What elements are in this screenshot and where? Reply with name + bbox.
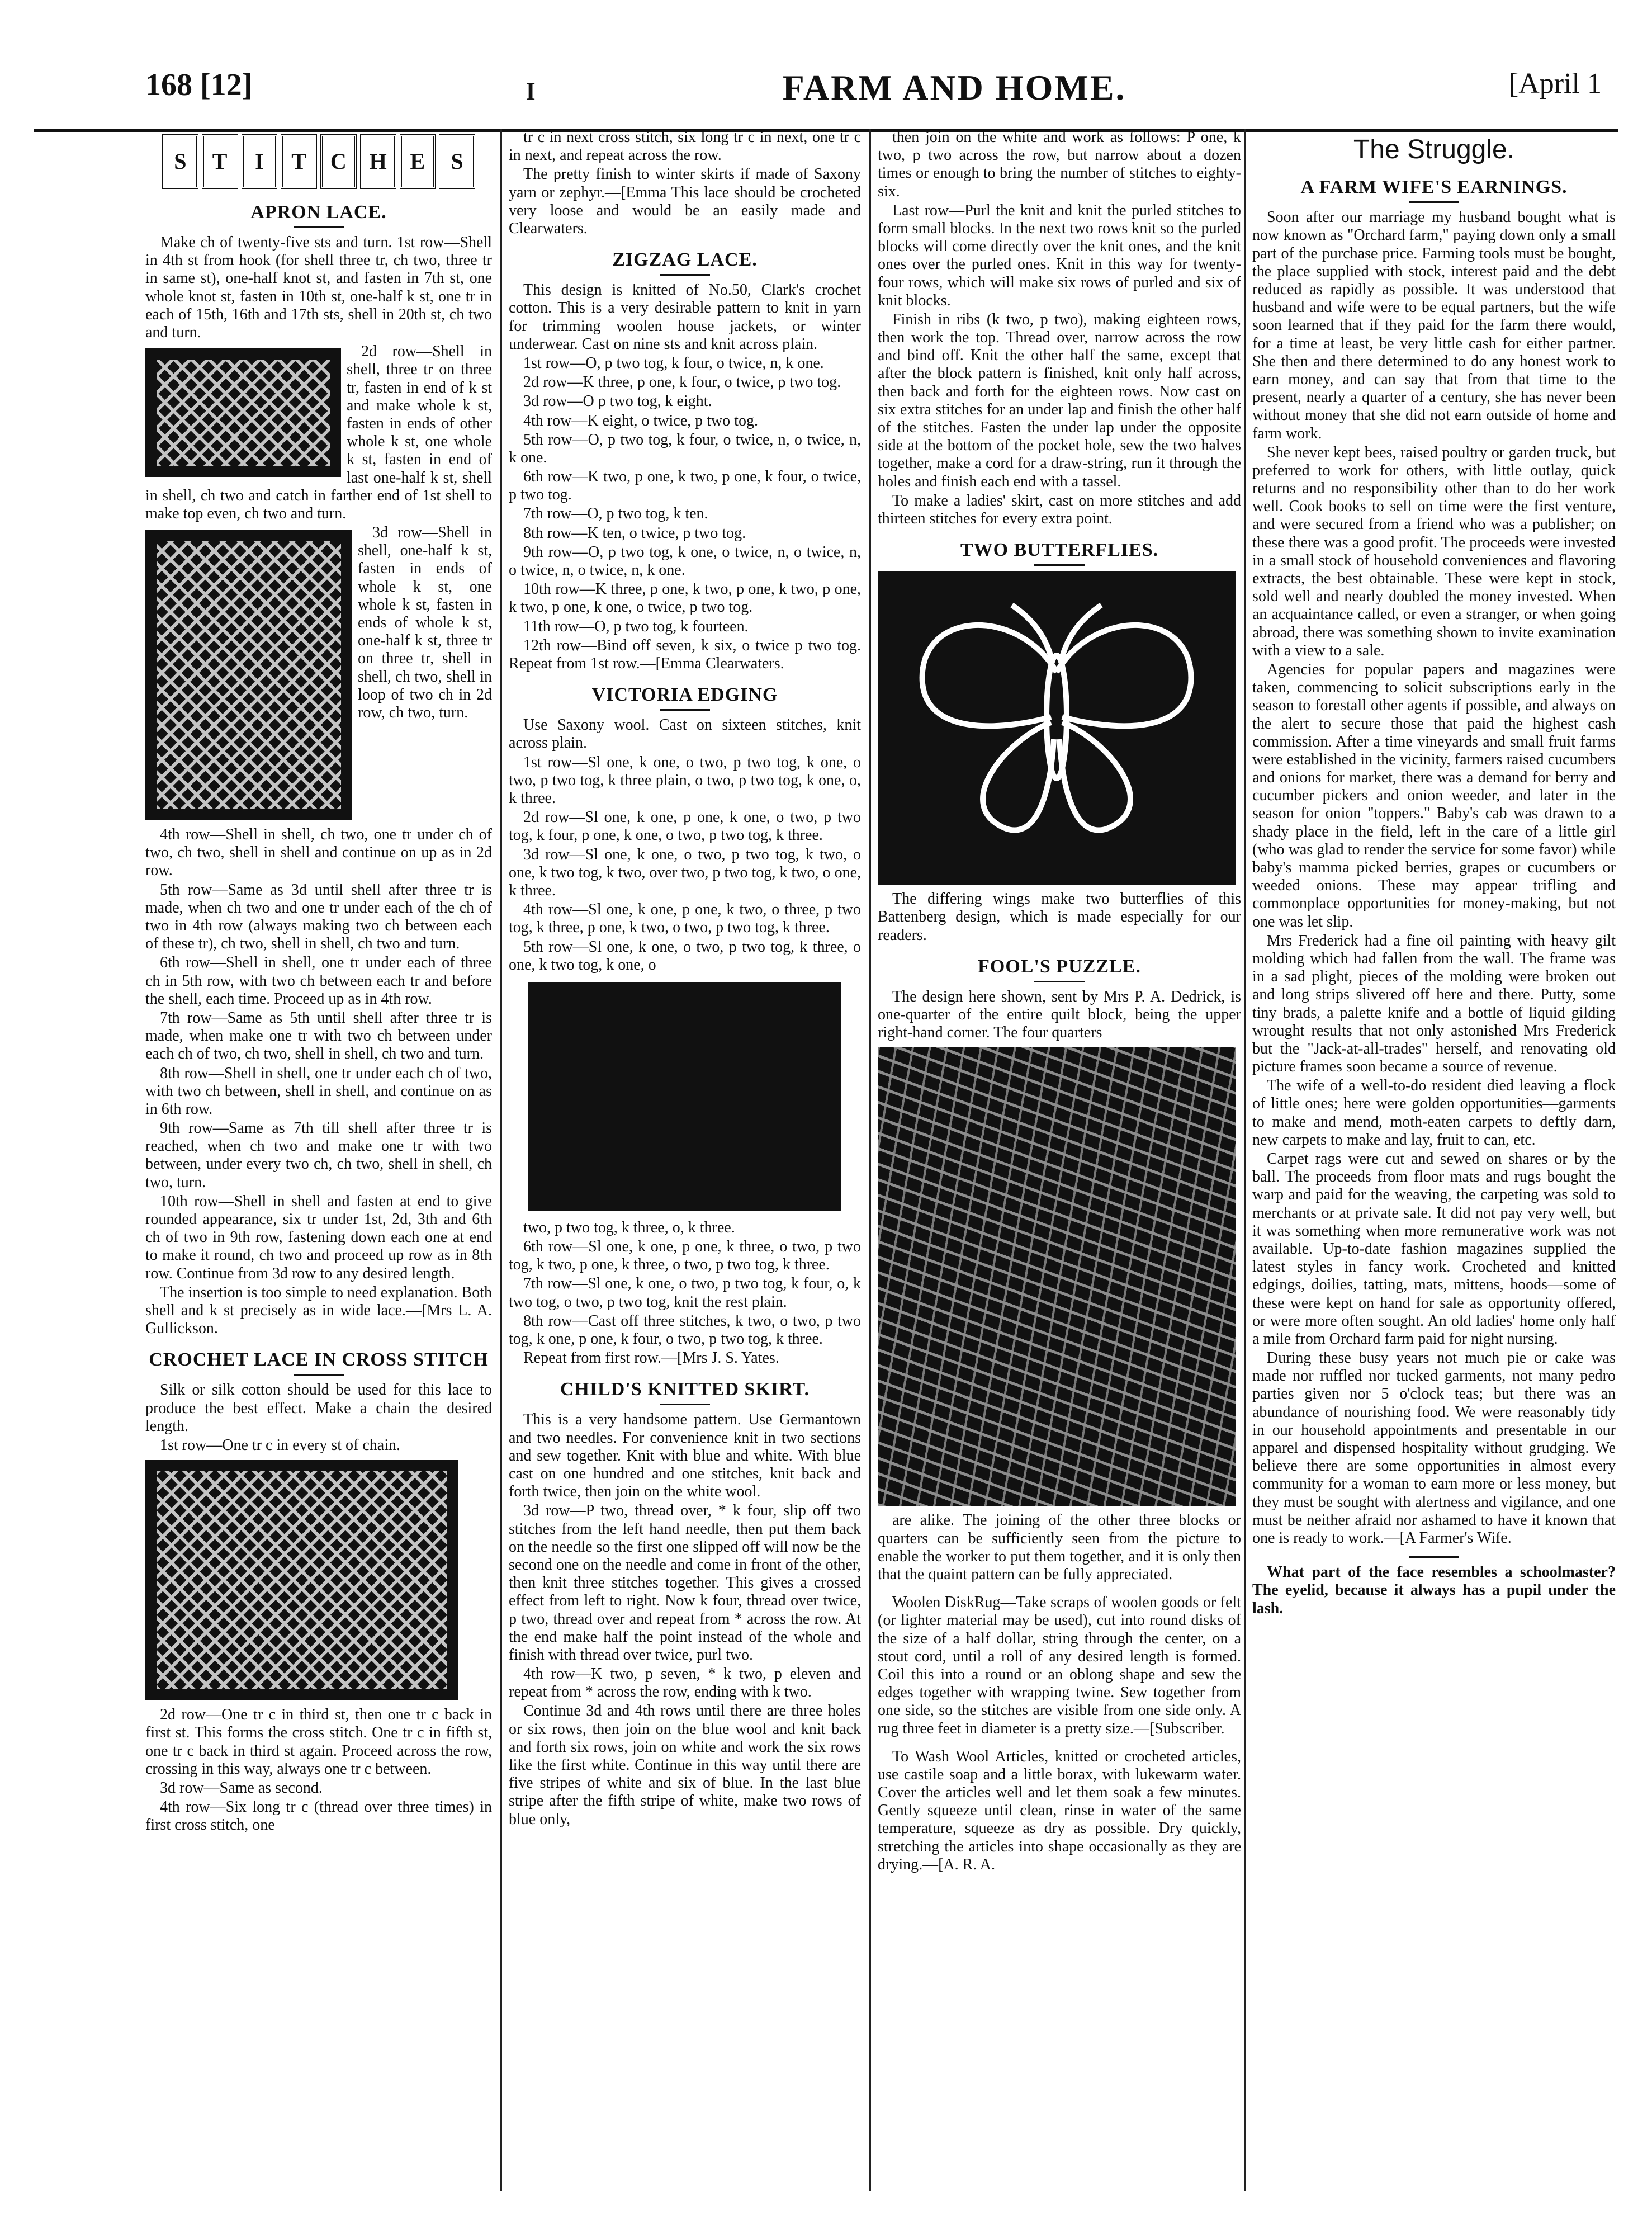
article-paragraph: Carpet rags were cut and sewed on shares or by the ball. The proceeds from floor mats and rugs bought the warp and paid for the weaving, the carpeting was sold to merchants or at private sale. It did not pay very well, but it was something when more remunerative work was not available. Up-to-date fashion magazines supplied the latest styles in fancy work. Crocheted and knitted edgings, doilies, tatting, mats, mittens, hoods—some of these were kept on hand for sale as opportunity offered, or were more often sought. An old ladies' home only half a mile from Orchard farm paid for night nursing.	[1252, 1150, 1616, 1348]
apron-paragraph: 10th row—Shell in shell and fasten at end to give rounded appearance, six tr under 1st, 2d, 3th and 6th ch of two in 9th row, fastening down each one at end to make it round, ch two and proceed up row as in 8th row. Continue from 3d row to any desired length.	[145, 1192, 492, 1282]
zigzag-paragraph: 4th row—K eight, o twice, p two tog.	[523, 412, 758, 429]
column-1	[145, 129, 492, 2191]
page-number: 168 [12]	[145, 68, 253, 102]
skirt-paragraph: 4th row—K two, p seven, * k two, p eleven and repeat from * across the row, ending with k two.	[509, 1665, 861, 1701]
apron-paragraph: 5th row—Same as 3d until shell after three tr is made, when ch two and one tr under each of the ch of two in 4th row (always making two ch between each of these tr), ch two, shell in shell, ch two and turn.	[145, 881, 492, 953]
two-butterflies-heading: TWO BUTTERFLIES.	[960, 540, 1159, 561]
apron-paragraph: Make ch of twenty-five sts and turn. 1st row—Shell in 4th st from hook (for shell three tr, ch two, three tr in same st), one-half knot st, and fasten in 7th st, one whole knot st, fasten in 10th st, one-half k st, one tr in each of 15th, 16th and 17th sts, shell in 20th st, ch two and turn.	[145, 234, 492, 342]
zigzag-paragraph: This design is knitted of No.50, Clark's crochet cotton. This is a very desirable pattern to knit in yarn for trimming woolen house jackets, or winter underwear. Cast on nine sts and knit across plain.	[509, 281, 861, 353]
victoria-edging-image	[528, 982, 841, 1211]
article-paragraph: Mrs Frederick had a fine oil painting with heavy gilt molding which had fallen from the wall. The frame was in a sad plight, pieces of the molding were broken out and long strips slivered off here and there. Putty, some tiny brads, a palette knife and a bottle of liquid gilding wrought results that not only astonished Mrs Frederick but the "Jack-at-all-trades" herself, and renovating old picture frames soon became a source of revenue.	[1252, 932, 1616, 1076]
zigzag-paragraph: 3d row—O p two tog, k eight.	[523, 393, 712, 410]
zigzag-paragraph: 10th row—K three, p one, k two, p one, k two, p one, k two, p one, k one, o twice, p two tog.	[509, 580, 861, 616]
zigzag-paragraph: 8th row—K ten, o twice, p two tog.	[523, 524, 746, 542]
victoria-paragraph: 3d row—Sl one, k one, o two, p two tog, k two, o one, k two tog, k two, over two, p two tog, k two, o one, k three.	[509, 845, 861, 899]
victoria-paragraph: two, p two tog, k three, o, k three.	[523, 1218, 735, 1236]
apron-lace-heading: APRON LACE.	[250, 202, 387, 223]
victoria-paragraph: Use Saxony wool. Cast on sixteen stitches, knit across plain.	[509, 716, 861, 752]
zigzag-paragraph: 12th row—Bind off seven, k six, o twice p two tog. Repeat from 1st row.—[Emma Clearwaters.	[509, 636, 861, 672]
banner-letter: C	[320, 134, 357, 189]
victoria-paragraph: Repeat from first row.—[Mrs J. S. Yates.	[523, 1349, 779, 1367]
article-paragraph: The wife of a well-to-do resident died leaving a flock of little ones; here were golden opportunities—garments to make and mend, moth-eaten carpets to deftly darn, new carpets to make and lay, fruit to can, etc.	[1252, 1077, 1616, 1149]
heading-rule	[660, 1404, 710, 1405]
heading-rule	[1034, 564, 1085, 566]
heading-rule	[660, 709, 710, 711]
skirt-paragraph: Continue 3d and 4th rows until there are three holes or six rows, then join on the blue wool and knit back and forth six rows, join on white and work the six rows like the first white. Continue in this way until there are five stripes of white and six of blue. In the last blue stripe after the fifth stripe of white, make two rows of blue only,	[509, 1702, 861, 1828]
apron-paragraph: 6th row—Shell in shell, one tr under each of three ch in 5th row, with two ch between each tr and before the shell, each time. Proceed up as in 4th row.	[145, 954, 492, 1008]
fools-puzzle-heading: FOOL'S PUZZLE.	[978, 956, 1141, 977]
column-4	[1244, 129, 1616, 2191]
column-3	[869, 129, 1241, 2191]
cross-paragraph: 2d row—One tr c in third st, then one tr c back in first st. This forms the cross stitch. One tr c in fifth st, one tr c back in third st again. Proceed across the row, crossing in this way, always one tr c between.	[145, 1706, 492, 1778]
victoria-paragraph: 4th row—Sl one, k one, p one, k two, o three, p two tog, k three, p one, k two, o two, p two tog, k three.	[509, 901, 861, 937]
butterfly-illustration	[878, 571, 1236, 885]
zigzag-paragraph: 2d row—K three, p one, k four, o twice, p two tog.	[523, 374, 841, 391]
apron-paragraph: The insertion is too simple to need explanation. Both shell and k st precisely as in wide lace.—[Mrs L. A. Gullickson.	[145, 1283, 492, 1338]
heading-rule	[1409, 201, 1459, 203]
childs-skirt-heading: CHILD'S KNITTED SKIRT.	[560, 1379, 810, 1400]
puzzle-paragraph: The design here shown, sent by Mrs P. A. Dedrick, is one-quarter of the entire quilt block, being the upper right-hand corner. The four quarters	[878, 988, 1241, 1042]
article-paragraph: Soon after our marriage my husband bought what is now known as "Orchard farm," paying down only a small part of the purchase price. Farming tools must be bought, the place supplied with stock, interest paid and the debt reduced as rapidly as possible. It was understood that husband and wife were to be equal partners, but the wife soon learned that if they paid for the farm there would, for a time at least, be very little cash for either partner. She then and there determined to do any honest work to earn money, and can say that from that time to the present, nearly a quarter of a century, she has never been without money that she did not earn outside of home and farm work.	[1252, 209, 1616, 442]
apron-lace-image	[145, 348, 341, 477]
cross-paragraph: 1st row—One tr c in every st of chain.	[160, 1437, 400, 1454]
zigzag-paragraph: 6th row—K two, p one, k two, p one, k four, o twice, p two tog.	[509, 468, 861, 504]
heading-rule	[294, 226, 344, 228]
skirt-continued-paragraph: Last row—Purl the knit and knit the purled stitches to form small blocks. In the next two rows knit so the purled blocks will come directly over the knit ones, and the knit ones over the purled ones. Knit in this way for twenty-four rows, which will make six rows of purled and six of knit blocks.	[878, 201, 1241, 309]
skirt-paragraph: This is a very handsome pattern. Use Germantown and two needles. For convenience knit in two sections and sew together. Knit with blue and white. With blue cast on one hundred and one stitches, knit back and forth twice, then join on the white wool.	[509, 1411, 861, 1501]
wash-paragraph: To Wash Wool Articles, knitted or crocheted articles, use castile soap and a little borax, with lukewarm water. Cover the articles well and let them soak a few minutes. Gently squeeze until clean, rinse in water of the same temperature, squeeze as dry as possible. Dry quickly, stretching the articles into shape occasionally as they are drying.—[A. R. A.	[878, 1747, 1241, 1873]
article-paragraph: During these busy years not much pie or cake was made nor ruffled nor tucked garments, not many pedro parties given nor 5 o'clock teas; but there was an abundance of nourishing food. We were reasonably tidy in our household appointments and presentable in our apparel and dispensed hospitality without grudging. We believe there are some opportunities in almost every community for a woman to earn more or less money, but they must be sought with alertness and vigilance, and one must be neither afraid nor ashamed to have it known that one is ready to work.—[A Farmer's Wife.	[1252, 1349, 1616, 1547]
article-paragraph: She never kept bees, raised poultry or garden truck, but preferred to work for others, with little outlay, quick returns and no responsibility other than to do her work well. Cook books to sell on time were the first venture, and were secured from a friend who was a publisher; on these there was a good profit. The proceeds were invested in a small stock of household conveniences and flavoring extracts, the best obtainable. These were kept in stock, sold well and nearly doubled the money invested. When an acquaintance called, or even a stranger, or when going abroad, there was something shown to invite examination with a view to a sale.	[1252, 443, 1616, 659]
apron-paragraph: 4th row—Shell in shell, ch two, one tr under ch of two, ch two, shell in shell and continue on up as in 2d row.	[145, 826, 492, 880]
cross-paragraph: 3d row—Same as second.	[160, 1779, 323, 1797]
banner-letter: T	[202, 134, 238, 189]
skirt-continued-paragraph: then join on the white and work as follows: P one, k two, p two across the row, but narrow about a dozen times or enough to bring the number of stitches to eighty-six.	[878, 129, 1241, 200]
banner-letter: H	[360, 134, 396, 189]
zigzag-paragraph: 1st row—O, p two tog, k four, o twice, n, k one.	[523, 354, 824, 372]
stitches-banner	[162, 134, 475, 190]
section-divider	[1409, 1556, 1459, 1558]
struggle-heading: The Struggle.	[1353, 135, 1515, 164]
victoria-paragraph: 1st row—Sl one, k one, o two, p two tog, k one, o two, p two tog, k three plain, o two, p two tog, k one, o, k three.	[509, 753, 861, 807]
apron-lace-wide-image	[145, 530, 352, 820]
skirt-paragraph: 3d row—P two, thread over, * k four, slip off two stitches from the left hand needle, then put them back on the needle so the first one slipped off will now be the second one on the needle and come in front of the other, then knit three stitches together. This gives a crossed effect from left to right. Now k four, thread over twice, p two, thread over and repeat from * across the row. At the end make half the point instead of the whole and finish with thread over twice, purl two.	[509, 1502, 861, 1664]
puzzle-paragraph: are alike. The joining of the other three blocks or quarters can be sufficiently seen from the picture to enable the worker to put them together, and it is only then that the quaint pattern can be fully appreciated.	[878, 1511, 1241, 1583]
skirt-continued-paragraph: Finish in ribs (k two, p two), making eighteen rows, then work the top. Thread over, narrow across the row and bind off. Knit the other half the same, except that after the block pattern is finished, knit only half across, then back and forth for the eighteen rows. Now cast on six extra stitches for an under lap and finish the other half of the stitches. Fasten the under lap under the opposite side at the bottom of the pocket hole, sew the two halves together, make a cord for a draw-string, run it through the holes and finish each end with a tassel.	[878, 310, 1241, 490]
butterflies-caption: The differing wings make two butterflies of this Battenberg design, which is made especially for our readers.	[878, 890, 1241, 944]
heading-rule	[1034, 981, 1085, 982]
cross-stitch-lace-image	[145, 1460, 458, 1700]
intro-paragraph: tr c in next cross stitch, six long tr c in next, one tr c in next, and repeat across the row.	[509, 129, 861, 164]
farm-wife-heading: A FARM WIFE'S EARNINGS.	[1300, 177, 1568, 198]
issue-date: [April 1	[1508, 68, 1602, 100]
quilt-block-image	[878, 1047, 1236, 1506]
heading-rule	[660, 274, 710, 276]
apron-paragraph: 9th row—Same as 7th till shell after three tr is reached, when ch two and make one tr with two between, under every two ch, ch two, shell in shell, ch two, turn.	[145, 1119, 492, 1191]
victoria-paragraph: 7th row—Sl one, k one, o two, p two tog, k four, o, k two tog, o two, p two tog, knit the rest plain.	[509, 1275, 861, 1311]
zigzag-lace-heading: ZIGZAG LACE.	[612, 249, 758, 271]
cross-paragraph: 4th row—Six long tr c (thread over three times) in first cross stitch, one	[145, 1798, 492, 1834]
victoria-paragraph: 8th row—Cast off three stitches, k two, o two, p two tog, k one, p one, k four, o two, p two tog, k three.	[509, 1312, 861, 1348]
victoria-paragraph: 5th row—Sl one, k one, o two, p two tog, k three, o one, k two tog, k one, o	[509, 938, 861, 974]
apron-paragraph: 2d row—Shell in shell, three tr on three tr, fasten in end of k st and make whole k st, fasten in ends of other whole k st, one whole k st, fasten in end of last one-half k st, shell in shell, ch two and catch in farther end of 1st shell to make top even, ch two and turn.	[145, 343, 492, 522]
article-paragraph: Agencies for popular papers and magazines were taken, commencing to solicit subscriptions early in the season to forestall other agents if possible, and always on the alert to secure those that paid the highest cash commission. After a time vineyards and small fruit farms were established in the vicinity, farmers raised cucumbers and onions for market, there was a demand for berry and cucumber pickers and onion weeder, and later in the season for onion "toppers." Baby's cab was drawn to a shady place in the field, left in the care of a little girl (who was glad to render the service for some favor) while baby's mamma picked berries, grapes or cucumbers or weeded onions. These may appear trifling and commonplace opportunities for money-making, but not one was let slip.	[1252, 660, 1616, 930]
newspaper-title	[34, 67, 1618, 108]
victoria-edging-heading: VICTORIA EDGING	[591, 684, 778, 706]
butterfly-image	[878, 571, 1236, 885]
cross-paragraph: Silk or silk cotton should be used for this lace to produce the best effect. Make a chain the desired length.	[145, 1381, 492, 1435]
banner-letter: I	[242, 134, 278, 189]
rug-paragraph: Woolen DiskRug—Take scraps of woolen goods or felt (or lighter material may be used), cut into round disks of the size of a half dollar, string through the center, on a stout cord, until a roll of any desired length is formed. Coil this into a round or an oblong shape and sew the edges together with wrapping twine. Sew together from one side, so the stitches are visible from one side only. A rug three feet in diameter is a pretty size.—[Subscriber.	[878, 1594, 1241, 1737]
victoria-paragraph: 2d row—Sl one, k one, p one, k one, o two, p two tog, k four, p one, k one, o two, p two tog, k three.	[509, 809, 861, 844]
banner-letter: E	[400, 134, 436, 189]
riddle: What part of the face resembles a schoolmaster? The eyelid, because it always has a pupil under the lash.	[1252, 1563, 1616, 1617]
zigzag-paragraph: 11th row—O, p two tog, k fourteen.	[523, 617, 749, 635]
skirt-continued-paragraph: To make a ladies' skirt, cast on more stitches and add thirteen stitches for every extra point.	[878, 492, 1241, 527]
zigzag-paragraph: 7th row—O, p two tog, k ten.	[523, 505, 708, 523]
heading-rule	[294, 1374, 344, 1376]
apron-paragraph: 3d row—Shell in shell, one-half k st, fasten in ends of whole k st, one whole k st, fasten in ends of whole k st, one-half k st, three tr on three tr, shell in shell, ch two, shell in loop of two ch in 2d row, ch two, turn.	[358, 524, 492, 721]
column-2	[500, 129, 861, 2191]
banner-letter: S	[439, 134, 475, 189]
banner-letter: S	[162, 134, 198, 189]
intro-paragraph: The pretty finish to winter skirts if made of Saxony yarn or zephyr.—[Emma This lace should be crocheted very loose and would be an easily made and Clearwaters.	[509, 166, 861, 237]
zigzag-paragraph: 5th row—O, p two tog, k four, o twice, n, o twice, n, k one.	[509, 431, 861, 466]
page-header	[34, 67, 1618, 132]
victoria-paragraph: 6th row—Sl one, k one, p one, k three, o two, p two tog, k two, p one, k three, o two, p two tog, k three.	[509, 1238, 861, 1274]
banner-letter: T	[281, 134, 317, 189]
apron-paragraph: 8th row—Shell in shell, one tr under each ch of two, with two ch between, shell in shell, and continue on as in 6th row.	[145, 1064, 492, 1118]
apron-paragraph: 7th row—Same as 5th until shell after three tr is made, when make one tr with two ch between under each ch of two, ch two, shell in shell, ch two and turn.	[145, 1009, 492, 1063]
zigzag-paragraph: 9th row—O, p two tog, k one, o twice, n, o twice, n, o twice, n, o twice, n, k one.	[509, 543, 861, 579]
page-marker: I	[526, 78, 537, 105]
cross-stitch-heading: CROCHET LACE IN CROSS STITCH	[149, 1349, 489, 1371]
masthead-title: FARM AND HOME.	[782, 68, 1126, 107]
